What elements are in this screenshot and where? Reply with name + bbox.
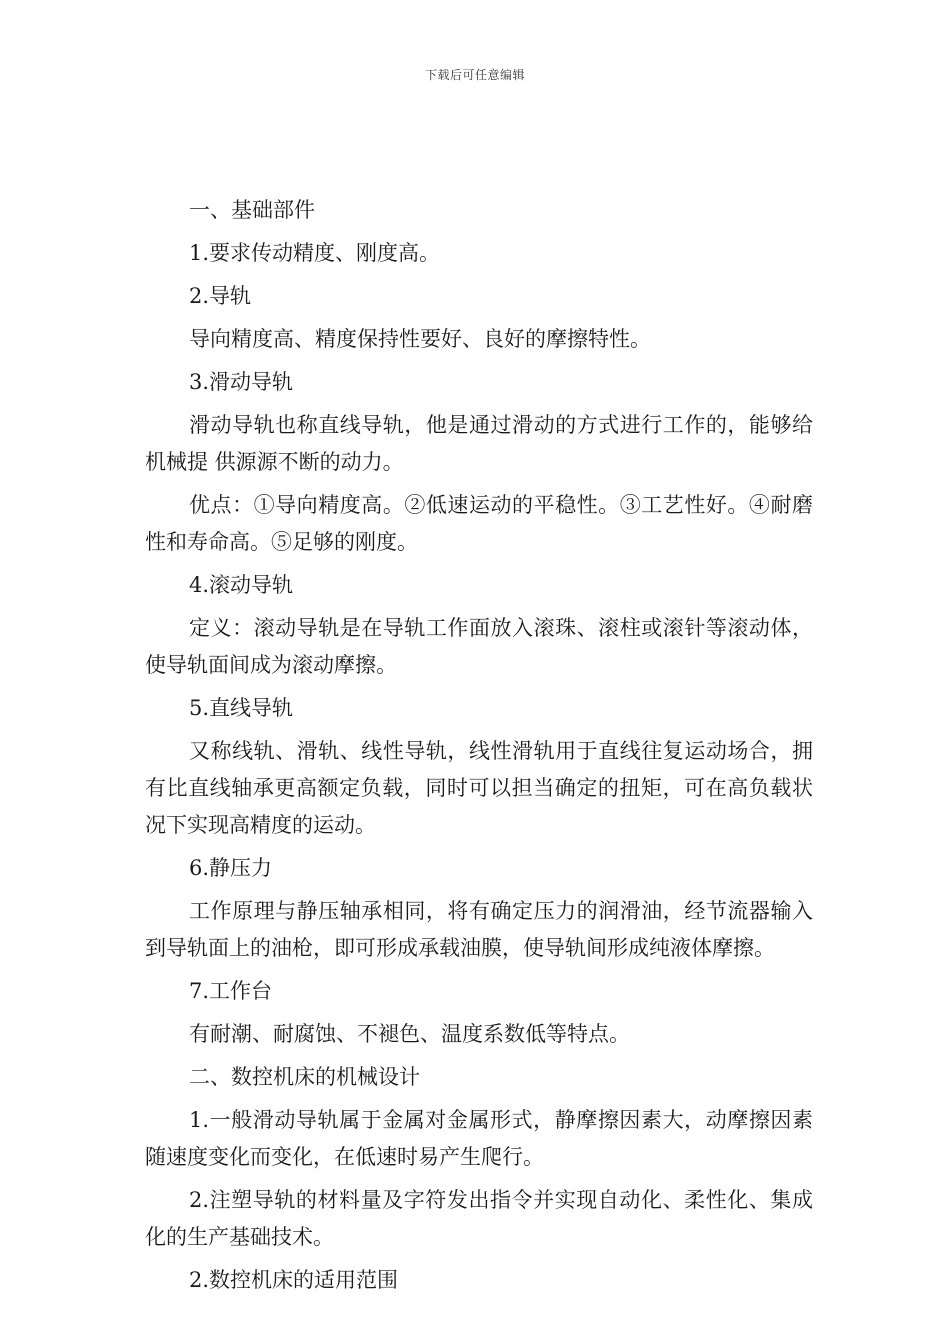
subheading: 7.工作台 (189, 979, 273, 1003)
subheading: 5.直线导轨 (189, 696, 294, 720)
paragraph: 定义：滚动导轨是在导轨工作面放入滚珠、滚柱或滚针等滚动体，使导轨面间成为滚动摩擦。 (145, 616, 813, 677)
paragraph: 导向精度高、精度保持性要好、良好的摩擦特性。 (189, 327, 651, 351)
subheading: 4.滚动导轨 (189, 573, 294, 597)
page-header: 下载后可任意编辑 (424, 68, 525, 82)
paragraph: 滑动导轨也称直线导轨，他是通过滑动的方式进行工作的，能够给机械提 供源源不断的动力。 (145, 413, 813, 474)
paragraph: 又称线轨、滑轨、线性导轨，线性滑轨用于直线往复运动场合，拥有比直线轴承更高额定负载，同时可以担当确定的扭矩，可在高负载状况下实现高精度的运动。 (145, 739, 813, 837)
paragraph: 1.一般滑动导轨属于金属对金属形式，静摩擦因素大，动摩擦因素随速度变化而变化，在低速时易产生爬行。 (145, 1108, 813, 1169)
subheading: 2.导轨 (189, 284, 252, 308)
paragraph: 工作原理与静压轴承相同，将有确定压力的润滑油，经节流器输入到导轨面上的油枪，即可形成承载油膜，使导轨间形成纯液体摩擦。 (145, 899, 813, 960)
document-body (145, 192, 813, 1305)
section-heading: 二、数控机床的机械设计 (189, 1065, 420, 1089)
paragraph: 1.要求传动精度、刚度高。 (189, 241, 441, 265)
paragraph: 2.注塑导轨的材料量及字符发出指令并实现自动化、柔性化、集成化的生产基础技术。 (145, 1188, 813, 1249)
paragraph: 有耐潮、耐腐蚀、不褪色、温度系数低等特点。 (189, 1022, 630, 1046)
subheading: 6.静压力 (189, 856, 273, 880)
subheading: 2.数控机床的适用范围 (189, 1268, 399, 1292)
paragraph: 优点：①导向精度高。②低速运动的平稳性。③工艺性好。④耐磨性和寿命高。⑤足够的刚度。 (145, 493, 813, 554)
section-heading: 一、基础部件 (189, 198, 315, 222)
subheading: 3.滑动导轨 (189, 370, 294, 394)
